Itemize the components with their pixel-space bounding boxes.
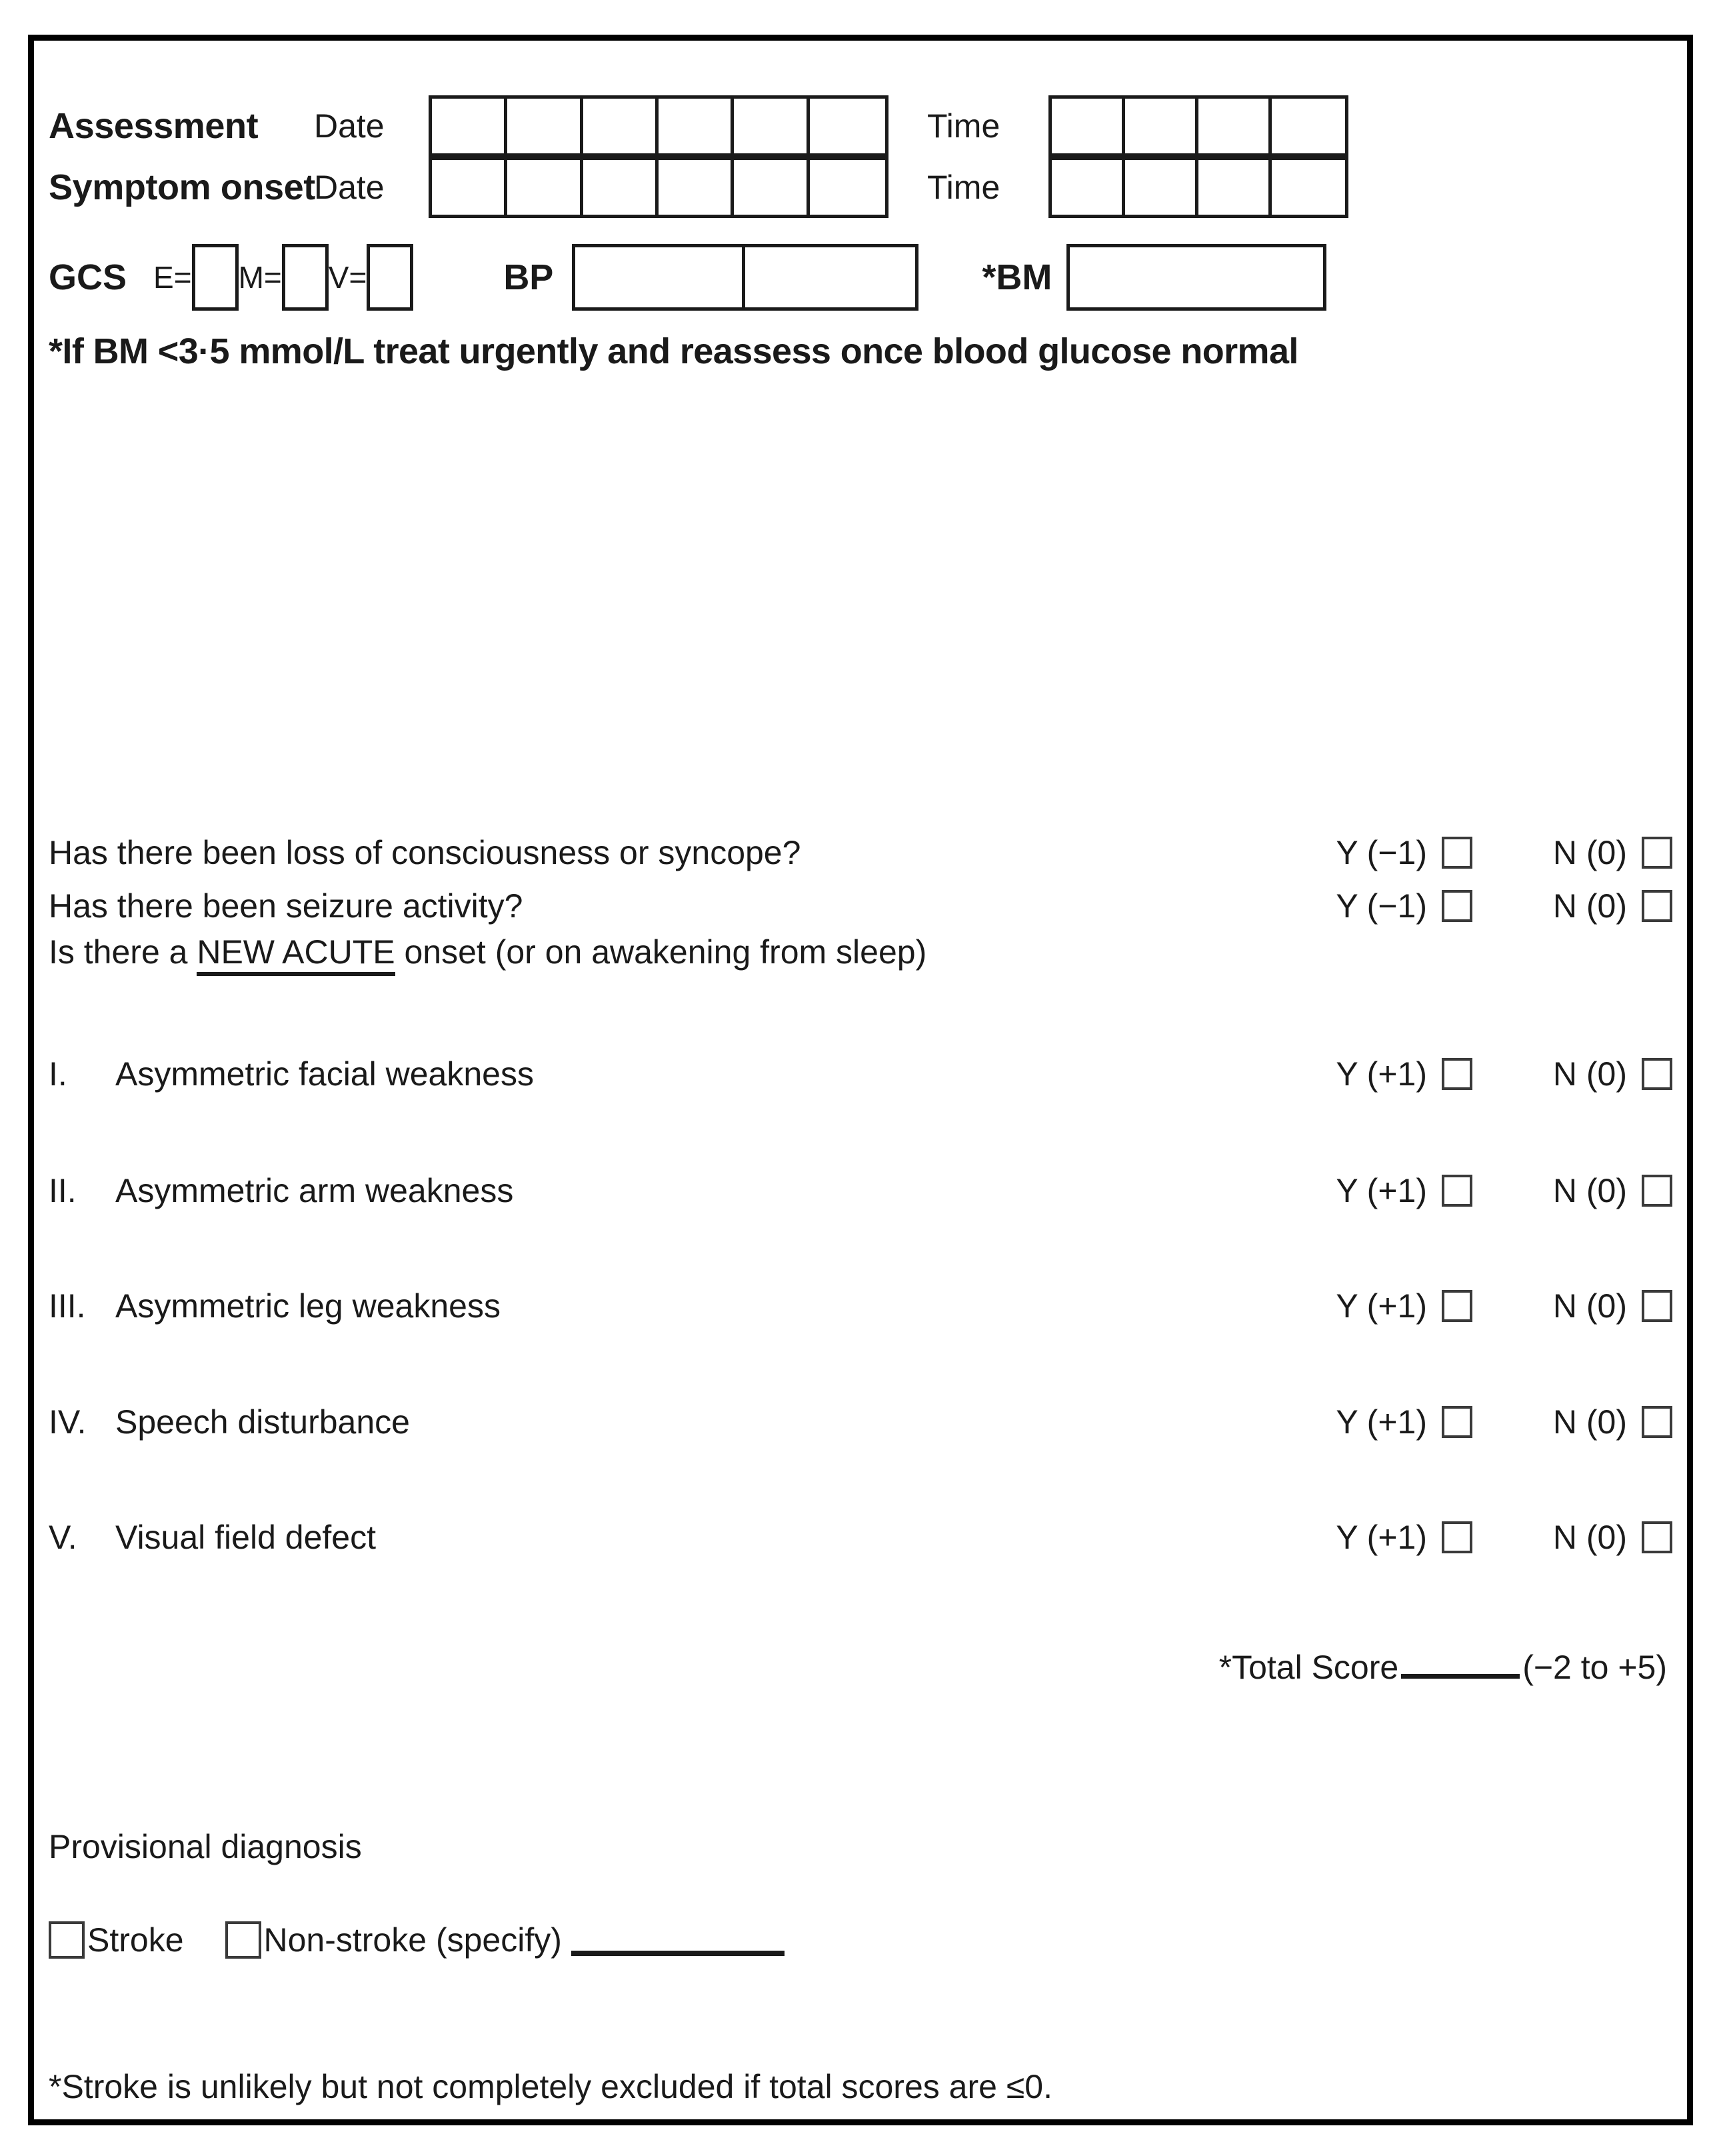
sign-row-3 [49, 1279, 1672, 1333]
gcs-bp-bm-row [49, 234, 1672, 321]
sign-5-no[interactable] [1472, 1518, 1672, 1557]
sign-4-yes[interactable] [1272, 1403, 1472, 1441]
total-score-range: (−2 to +5) [1522, 1649, 1667, 1686]
sign-row-4 [49, 1395, 1672, 1449]
question-seizure-no-label: N (0) [1552, 887, 1627, 925]
assessment-date-label: Date [314, 107, 385, 145]
sign-2-answers [1272, 1171, 1672, 1210]
question-row-loc [49, 826, 1672, 879]
sign-1-name: Asymmetric facial weakness [115, 1055, 534, 1093]
question-loc-yes-checkbox[interactable] [1442, 837, 1472, 869]
sign-row-2 [49, 1164, 1672, 1217]
sign-1-numeral: I. [49, 1055, 67, 1093]
stroke-assessment-form [28, 35, 1693, 2125]
question-loc-text: Has there been loss of consciousness or syncope? [49, 834, 801, 871]
acute-prompt-after: onset (or on awakening from sleep) [395, 933, 927, 971]
sign-5-yes-checkbox[interactable] [1442, 1521, 1472, 1553]
gcs-eye-label: E= [153, 260, 192, 295]
date-cell[interactable] [810, 160, 885, 215]
time-cell[interactable] [1052, 99, 1125, 153]
sign-3-name: Asymmetric leg weakness [115, 1287, 501, 1325]
sign-5-no-label: N (0) [1552, 1519, 1627, 1556]
sign-3-no-label: N (0) [1552, 1287, 1627, 1325]
date-cell[interactable] [734, 160, 809, 215]
sign-2-no-label: N (0) [1552, 1172, 1627, 1209]
sign-3-answers [1272, 1287, 1672, 1325]
sign-row-1 [49, 1047, 1672, 1101]
sign-2-no[interactable] [1472, 1171, 1672, 1210]
symptom-onset-time-label: Time [927, 169, 1000, 206]
bm-warning-text: *If BM <3·5 mmol/L treat urgently and reassess once blood glucose normal [49, 331, 1298, 371]
non-stroke-label: Non-stroke (specify) [263, 1921, 562, 1959]
assessment-label: Assessment [49, 106, 259, 146]
sign-2-no-checkbox[interactable] [1642, 1175, 1672, 1207]
symptom-onset-row [49, 147, 1672, 227]
assessment-time-label: Time [927, 107, 1000, 145]
date-cell[interactable] [583, 99, 659, 153]
question-seizure-yes-checkbox[interactable] [1442, 890, 1472, 922]
sign-4-name: Speech disturbance [115, 1403, 410, 1441]
question-seizure-answers [1272, 887, 1672, 925]
sign-1-answers [1272, 1055, 1672, 1093]
sign-2-numeral: II. [49, 1172, 77, 1209]
sign-row-5 [49, 1511, 1672, 1564]
time-cell[interactable] [1198, 99, 1272, 153]
gcs-label: GCS [49, 257, 127, 297]
gcs-eye-input[interactable] [192, 244, 239, 311]
sign-3-no-checkbox[interactable] [1642, 1290, 1672, 1322]
acute-prompt-emphasis: NEW ACUTE [197, 933, 395, 976]
total-score-label: *Total Score [1218, 1649, 1399, 1686]
sign-2-yes-checkbox[interactable] [1442, 1175, 1472, 1207]
sign-1-yes-label: Y (+1) [1336, 1055, 1427, 1093]
gcs-verbal-label: V= [328, 260, 367, 295]
question-seizure-yes-label: Y (−1) [1336, 887, 1427, 925]
question-row-seizure [49, 879, 1672, 933]
question-loc-no[interactable] [1472, 833, 1672, 872]
sign-4-answers [1272, 1403, 1672, 1441]
sign-3-yes-label: Y (+1) [1336, 1287, 1427, 1325]
question-loc-yes[interactable] [1272, 833, 1472, 872]
total-score-row [1219, 1646, 1667, 1687]
non-stroke-checkbox[interactable] [225, 1921, 261, 1959]
sign-2-name: Asymmetric arm weakness [115, 1172, 514, 1209]
sign-3-yes-checkbox[interactable] [1442, 1290, 1472, 1322]
sign-1-no-checkbox[interactable] [1642, 1058, 1672, 1090]
sign-5-no-checkbox[interactable] [1642, 1521, 1672, 1553]
sign-3-no[interactable] [1472, 1287, 1672, 1325]
sign-2-yes-label: Y (+1) [1336, 1172, 1427, 1209]
date-cell[interactable] [432, 160, 507, 215]
non-stroke-specify-input[interactable] [571, 1924, 785, 1956]
time-cell[interactable] [1198, 160, 1272, 215]
sign-1-yes-checkbox[interactable] [1442, 1058, 1472, 1090]
date-cell[interactable] [583, 160, 659, 215]
provisional-diagnosis-title: Provisional diagnosis [49, 1828, 362, 1865]
sign-5-yes-label: Y (+1) [1336, 1519, 1427, 1556]
date-cell[interactable] [507, 160, 583, 215]
sign-3-yes[interactable] [1272, 1287, 1472, 1325]
sign-5-numeral: V. [49, 1519, 77, 1556]
sign-1-no[interactable] [1472, 1055, 1672, 1093]
stroke-checkbox[interactable] [49, 1921, 85, 1959]
question-seizure-no-checkbox[interactable] [1642, 890, 1672, 922]
bm-label: *BM [982, 257, 1052, 297]
symptom-onset-time-input[interactable] [1048, 157, 1348, 218]
total-score-input[interactable] [1401, 1646, 1520, 1679]
sign-1-no-label: N (0) [1552, 1055, 1627, 1093]
time-cell[interactable] [1272, 99, 1345, 153]
time-cell[interactable] [1125, 160, 1198, 215]
symptom-onset-date-label: Date [314, 169, 385, 206]
question-seizure-yes[interactable] [1272, 887, 1472, 925]
time-cell[interactable] [1272, 160, 1345, 215]
sign-2-yes[interactable] [1272, 1171, 1472, 1210]
bp-systolic-cell[interactable] [575, 247, 745, 307]
gcs-verbal-input[interactable] [367, 244, 413, 311]
bp-diastolic-cell[interactable] [745, 247, 915, 307]
question-loc-yes-label: Y (−1) [1336, 834, 1427, 871]
bp-input[interactable] [572, 244, 918, 311]
symptom-onset-label: Symptom onset [49, 167, 315, 207]
gcs-motor-input[interactable] [282, 244, 329, 311]
date-cell[interactable] [810, 99, 885, 153]
provisional-diagnosis-options [49, 1921, 785, 1959]
time-cell[interactable] [1125, 99, 1198, 153]
sign-4-yes-label: Y (+1) [1336, 1403, 1427, 1441]
question-loc-no-label: N (0) [1552, 834, 1627, 871]
question-seizure-no[interactable] [1472, 887, 1672, 925]
stroke-label: Stroke [87, 1921, 184, 1959]
new-acute-prompt [49, 933, 926, 971]
question-seizure-text: Has there been seizure activity? [49, 887, 523, 925]
question-loc-answers [1272, 833, 1672, 872]
bm-input[interactable] [1066, 244, 1326, 311]
gcs-motor-label: M= [238, 260, 282, 295]
sign-4-no[interactable] [1472, 1403, 1672, 1441]
date-cell[interactable] [734, 99, 809, 153]
date-cell[interactable] [659, 160, 734, 215]
sign-1-yes[interactable] [1272, 1055, 1472, 1093]
bp-label: BP [503, 257, 554, 297]
sign-3-numeral: III. [49, 1287, 86, 1325]
date-cell[interactable] [507, 99, 583, 153]
sign-4-yes-checkbox[interactable] [1442, 1406, 1472, 1438]
sign-5-yes[interactable] [1272, 1518, 1472, 1557]
date-cell[interactable] [659, 99, 734, 153]
question-loc-no-checkbox[interactable] [1642, 837, 1672, 869]
date-cell[interactable] [432, 99, 507, 153]
sign-4-no-checkbox[interactable] [1642, 1406, 1672, 1438]
symptom-onset-date-input[interactable] [429, 157, 888, 218]
sign-4-numeral: IV. [49, 1403, 87, 1441]
time-cell[interactable] [1052, 160, 1125, 215]
acute-prompt-before: Is there a [49, 933, 197, 971]
sign-4-no-label: N (0) [1552, 1403, 1627, 1441]
sign-5-name: Visual field defect [115, 1519, 376, 1556]
footnote-text: *Stroke is unlikely but not completely excluded if total scores are ≤0. [49, 2068, 1052, 2105]
sign-5-answers [1272, 1518, 1672, 1557]
